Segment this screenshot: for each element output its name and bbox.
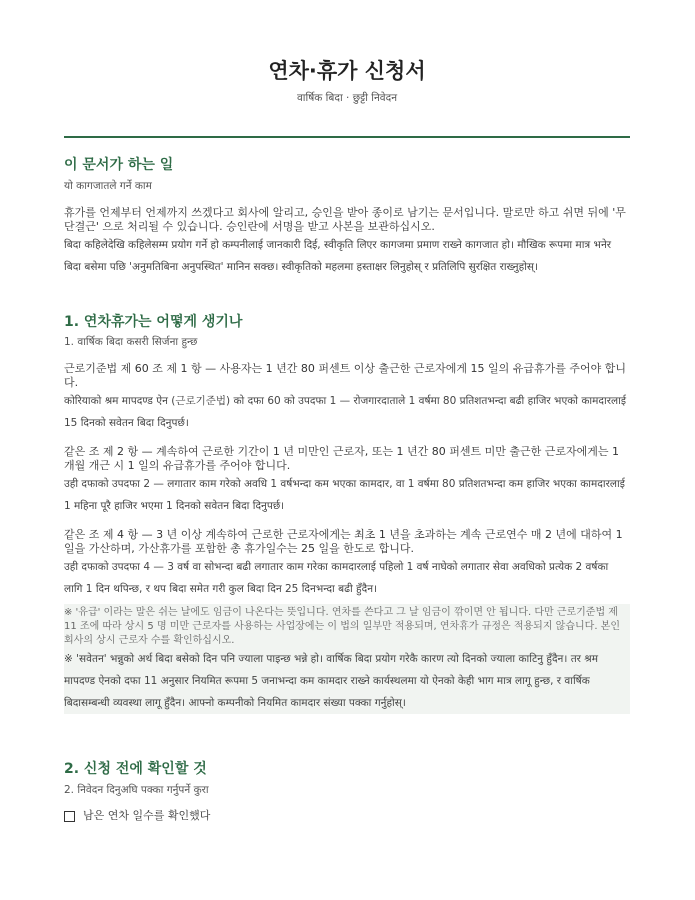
- paragraph-text-ko: 같은 조 제 2 항 — 계속하여 근로한 기간이 1 년 미만인 근로자, 또는 1 년간 80 퍼센트 미만 출근한 근로자에게는 1 개월 개근 시 1 일의 유급휴가를 주어야 합니다.: [64, 445, 619, 472]
- intro-section-subtitle: यो कागजातले गर्ने काम: [64, 180, 152, 192]
- header-divider: [64, 136, 630, 138]
- paragraph-text-ko: 근로기준법 제 60 조 제 1 항 — 사용자는 1 년간 80 퍼센트 이상 출근한 근로자에게 15 일의 유급휴가를 주어야 합니다.: [64, 362, 626, 389]
- intro-section-title: 이 문서가 하는 일: [64, 157, 174, 173]
- section2-title: 2. 신청 전에 확인할 것: [64, 761, 207, 777]
- paragraph-text-ne: उही दफाको उपदफा 2 — लगातार काम गरेको अवधि 1 वर्षभन्दा कम भएका कामदार, वा 1 वर्षमा 80 प्रतिशतभन्दा कम हाजिर भएका कामदारलाई 1 महिना पूरै हाजिर भएमा 1 दिनको सवेतन बिदा दिनुपर्छ।: [64, 478, 625, 512]
- page-title: 연차·휴가 신청서: [268, 59, 426, 83]
- section1-paragraph: [64, 362, 630, 434]
- intro-text-ko: 휴가를 언제부터 언제까지 쓰겠다고 회사에 알리고, 승인을 받아 종이로 남기는 문서입니다. 말로만 하고 쉬면 뒤에 '무단결근' 으로 처리될 수 있습니다. 승인란에 서명을 받고 사본을 보관하십시오.: [64, 206, 626, 233]
- paragraph-text-ne: उही दफाको उपदफा 4 — 3 वर्ष वा सोभन्दा बढी लगातार काम गरेका कामदारलाई पहिलो 1 वर्ष नाघेको लगातार सेवा अवधिको प्रत्येक 2 वर्षका लागि 1 दिन थपिन्छ, र थप बिदा समेत गरी कुल बिदा दिन 25 दिनभन्दा बढी हुँदैन।: [64, 561, 609, 595]
- section1-subtitle: 1. वार्षिक बिदा कसरी सिर्जना हुन्छ: [64, 336, 198, 348]
- section1-paragraph: [64, 445, 630, 517]
- section1-note-box: [64, 604, 630, 714]
- page-subtitle: वार्षिक बिदा · छुट्टी निवेदन: [296, 92, 398, 104]
- note-text-ne: ※ 'सवेतन' भन्नुको अर्थ बिदा बसेको दिन पनि ज्याला पाइन्छ भन्ने हो। वार्षिक बिदा प्रयोग गरेकै कारण त्यो दिनको ज्याला काटिनु हुँदैन। तर श्रम मापदण्ड ऐनको दफा 11 अनुसार नियमित रूपमा 5 जनाभन्दा कम कामदार राख्ने कार्यस्थलमा यो ऐनको केही भाग मात्र लागू हुन्छ, र वार्षिक बिदासम्बन्धी व्यवस्था लागू हुँदैन। आफ्नो कम्पनीको नियमित कामदार संख्या पक्का गर्नुहोस्।: [64, 653, 599, 709]
- checklist-item-label: 남은 연차 일수를 확인했다: [83, 809, 211, 822]
- intro-text-ne: बिदा कहिलेदेखि कहिलेसम्म प्रयोग गर्ने हो कम्पनीलाई जानकारी दिई, स्वीकृति लिएर कागजमा प्रमाण राख्ने कागजात हो। मौखिक रूपमा मात्र भनेर बिदा बसेमा पछि 'अनुमतिबिना अनुपस्थित' मानिन सक्छ। स्वीकृतिको महलमा हस्ताक्षर लिनुहोस् र प्रतिलिपि सुरक्षित राख्नुहोस्।: [64, 239, 612, 273]
- paragraph-text-ne: कोरियाको श्रम मापदण्ड ऐन (근로기준법) को दफा 60 को उपदफा 1 — रोजगारदाताले 1 वर्षमा 80 प्रतिशतभन्दा बढी हाजिर भएको कामदारलाई 15 दिनको सवेतन बिदा दिनुपर्छ।: [64, 395, 627, 429]
- checklist-item[interactable]: [64, 808, 210, 824]
- note-text-ko: ※ '유급' 이라는 말은 쉬는 날에도 임금이 나온다는 뜻입니다. 연차를 쓴다고 그 날 임금이 깎이면 안 됩니다. 다만 근로기준법 제 11 조에 따라 상시 5 명 미만 근로자를 사용하는 사업장에는 이 법의 일부만 적용되며, 연차휴가 규정은 적용되지 않습니다. 본인 회사의 상시 근로자 수를 확인하십시오.: [64, 607, 621, 646]
- paragraph-text-ko: 같은 조 제 4 항 — 3 년 이상 계속하여 근로한 근로자에게는 최초 1 년을 초과하는 계속 근로연수 매 2 년에 대하여 1 일을 가산하며, 가산휴가를 포함한 총 휴가일수는 25 일을 한도로 합니다.: [64, 528, 623, 555]
- section2-subtitle: 2. निवेदन दिनुअघि पक्का गर्नुपर्ने कुरा: [64, 784, 209, 796]
- section1-title: 1. 연차휴가는 어떻게 생기나: [64, 314, 243, 330]
- section1-paragraph: [64, 528, 630, 600]
- document-header: [64, 55, 630, 105]
- intro-body: [64, 206, 630, 278]
- checkbox[interactable]: [64, 811, 75, 822]
